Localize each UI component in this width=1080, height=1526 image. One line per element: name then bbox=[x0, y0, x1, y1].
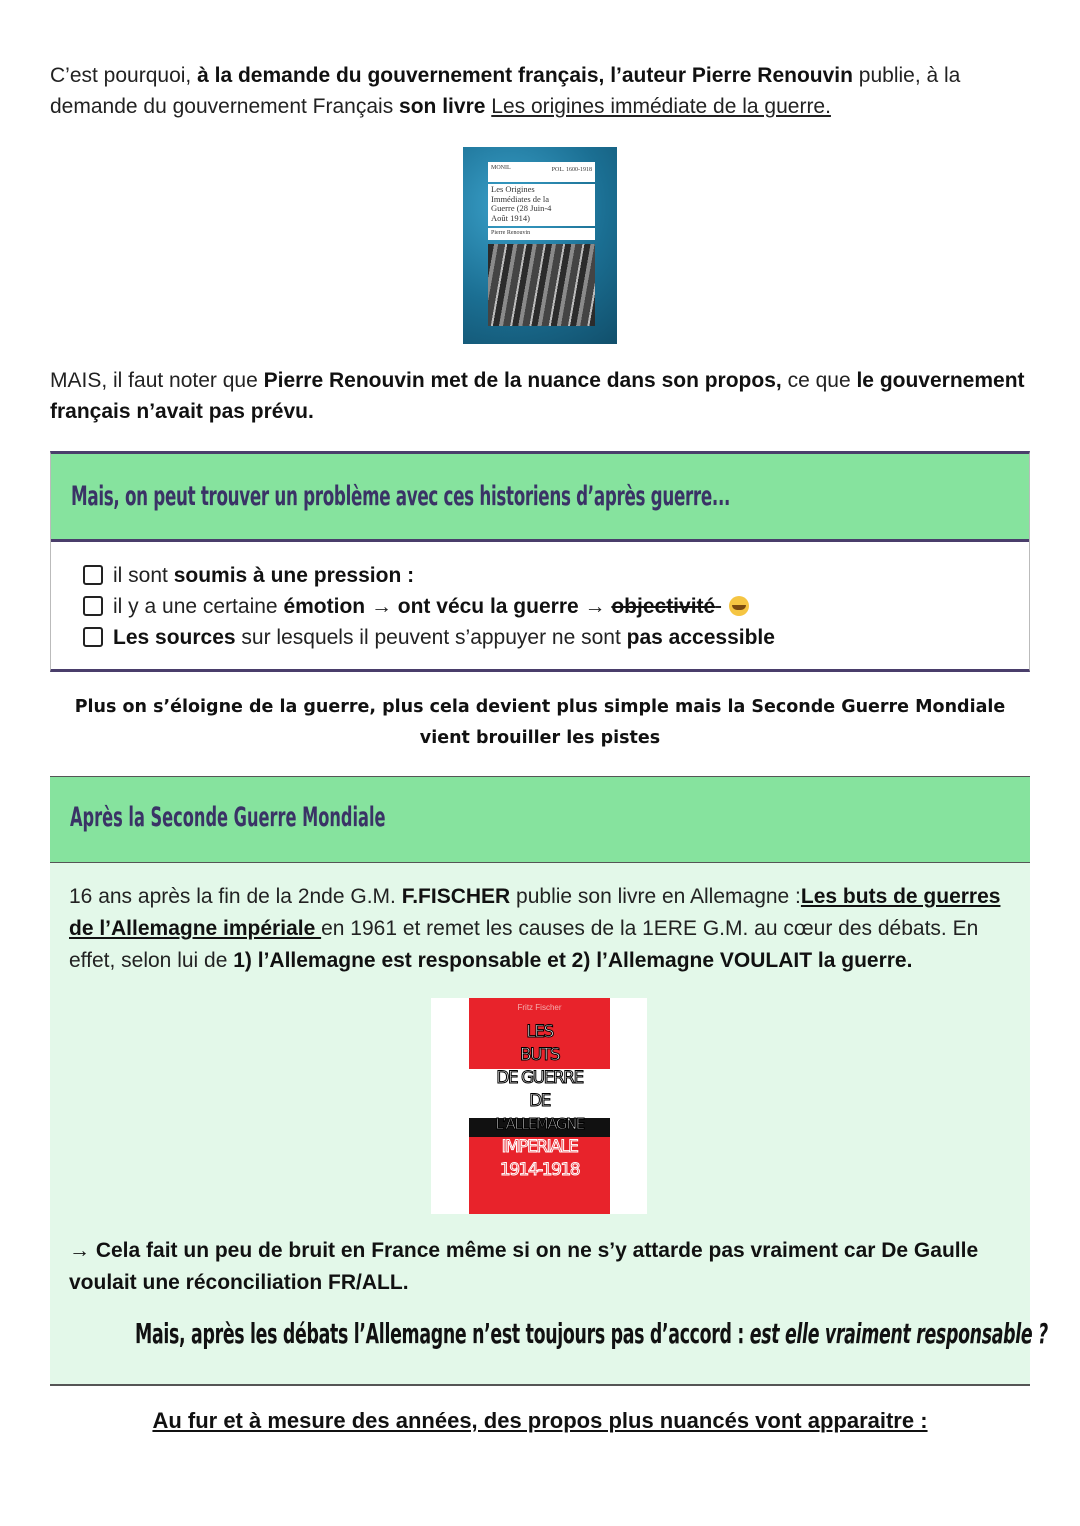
fischer-cover bbox=[469, 998, 610, 1214]
cover-line: LES bbox=[526, 1022, 553, 1042]
book-cover-title: Les Origines Immédiates de la Guerre (28 Juin-4 Août 1914) bbox=[488, 184, 595, 226]
cover-line: IMPERIALE bbox=[469, 1137, 610, 1208]
book-cover-renouvin bbox=[463, 147, 617, 344]
intro-line-2 bbox=[50, 91, 960, 122]
p-text: en 1961 et remet les causes de la 1ERE G.M. au cœur des débats. En bbox=[321, 917, 979, 940]
checklist-bold: Les sources bbox=[113, 626, 236, 649]
cover-line: 1914-1918 bbox=[469, 1160, 610, 1214]
mais-text: MAIS, il faut noter que bbox=[50, 369, 264, 392]
checklist-strike-tail bbox=[715, 595, 721, 618]
fischer-book-title: Les buts de guerres bbox=[800, 885, 1001, 908]
checklist-bold: émotion bbox=[283, 595, 366, 618]
problem-box-heading: Mais, on peut trouver un problème avec ces historiens d’après guerre... bbox=[71, 481, 731, 512]
cover-line: DE bbox=[529, 1091, 550, 1111]
problem-box-header bbox=[51, 454, 1029, 542]
fischer-paragraph bbox=[69, 881, 1014, 977]
intro-line-1 bbox=[50, 60, 960, 91]
p-text: 16 ans après la fin de la 2nde G.M. bbox=[69, 885, 402, 908]
conclusion-question bbox=[135, 1317, 1048, 1350]
bottom-heading bbox=[0, 1408, 1080, 1434]
checkbox-icon[interactable] bbox=[83, 627, 103, 647]
reaction-paragraph bbox=[69, 1235, 1014, 1299]
book-code: POL. 1600-1918 bbox=[551, 167, 592, 173]
mais-bold: Pierre Renouvin met de la nuance dans son propos, bbox=[263, 369, 782, 392]
p-bold: voulait une réconciliation FR/ALL. bbox=[69, 1271, 409, 1294]
checklist-text: sur lesquels il peuvent s’appuyer ne sont bbox=[235, 626, 627, 649]
intro-bold: son livre bbox=[399, 95, 486, 118]
mais-text: ce que bbox=[781, 369, 857, 392]
conclusion-italic: est elle vraiment responsable ? bbox=[749, 1317, 1048, 1350]
book-title-link: Les origines immédiate de la guerre. bbox=[491, 95, 831, 118]
p-bold: → Cela fait un peu de bruit en France même si on ne s’y attarde pas vraiment car De Gaulle bbox=[69, 1239, 979, 1262]
problem-box bbox=[50, 451, 1030, 672]
mais-bold: le gouvernement bbox=[856, 369, 1025, 392]
intro-paragraph bbox=[50, 60, 960, 122]
checklist-strike: objectivité bbox=[611, 595, 716, 618]
checkbox-icon[interactable] bbox=[83, 596, 103, 616]
intro-text: demande du gouvernement Français bbox=[50, 95, 400, 118]
book-cover-fischer bbox=[431, 998, 647, 1214]
cover-line: L’ALLEMAGNE bbox=[495, 1115, 584, 1133]
p-bold: 1) l’Allemagne est responsable et 2) l’Allemagne VOULAIT la guerre. bbox=[233, 949, 913, 972]
cover-line: DE GUERRE bbox=[496, 1068, 583, 1088]
checklist-bold: soumis à une pression : bbox=[173, 564, 415, 587]
p-text: effet, selon lui de bbox=[69, 949, 234, 972]
after-war-heading: Après la Seconde Guerre Mondiale bbox=[70, 802, 386, 833]
intro-text: publie, à la bbox=[852, 64, 961, 87]
book-series: MONIL bbox=[491, 165, 511, 171]
mais-bold: français n’avait pas prévu. bbox=[50, 400, 314, 423]
crying-face-icon bbox=[729, 596, 749, 616]
bottom-heading-text: Au fur et à mesure des années, des propos plus nuancés vont apparaitre : bbox=[152, 1408, 928, 1433]
checklist-bold: ont vécu la guerre bbox=[397, 595, 579, 618]
book-cover-author: Pierre Renouvin bbox=[488, 228, 595, 240]
arrow-text: → bbox=[365, 595, 398, 618]
book-cover-header bbox=[488, 162, 595, 182]
p-text: publie son livre en Allemagne : bbox=[510, 885, 801, 908]
checklist-text: il y a une certaine bbox=[113, 595, 284, 618]
conclusion-text: Mais, après les débats l’Allemagne n’est toujours pas d’accord : bbox=[135, 1317, 750, 1350]
after-war-box-header bbox=[50, 777, 1030, 863]
cover-line: BUTS bbox=[519, 1045, 560, 1065]
transition-line-2: vient brouiller les pistes bbox=[419, 728, 661, 748]
book-cover-image bbox=[488, 244, 595, 326]
fischer-cover-author: Fritz Fischer bbox=[517, 1003, 562, 1012]
fischer-book-title: de l’Allemagne impériale bbox=[69, 917, 322, 940]
mais-paragraph bbox=[50, 365, 1025, 427]
after-war-box bbox=[50, 776, 1048, 1386]
transition-line-1: Plus on s’éloigne de la guerre, plus cela devient plus simple mais la Seconde Guerre Mondiale bbox=[74, 697, 1006, 717]
checklist-text: il sont bbox=[113, 564, 174, 587]
intro-text: C’est pourquoi, bbox=[50, 64, 198, 87]
checklist-item[interactable] bbox=[83, 623, 775, 653]
checklist-item[interactable] bbox=[83, 561, 414, 591]
checklist-item[interactable] bbox=[83, 592, 749, 622]
p-bold: F.FISCHER bbox=[401, 885, 511, 908]
checkbox-icon[interactable] bbox=[83, 565, 103, 585]
checklist-bold: pas accessible bbox=[626, 626, 775, 649]
arrow-text: → bbox=[578, 595, 612, 618]
intro-bold: à la demande du gouvernement français, l’auteur Pierre Renouvin bbox=[197, 64, 853, 87]
